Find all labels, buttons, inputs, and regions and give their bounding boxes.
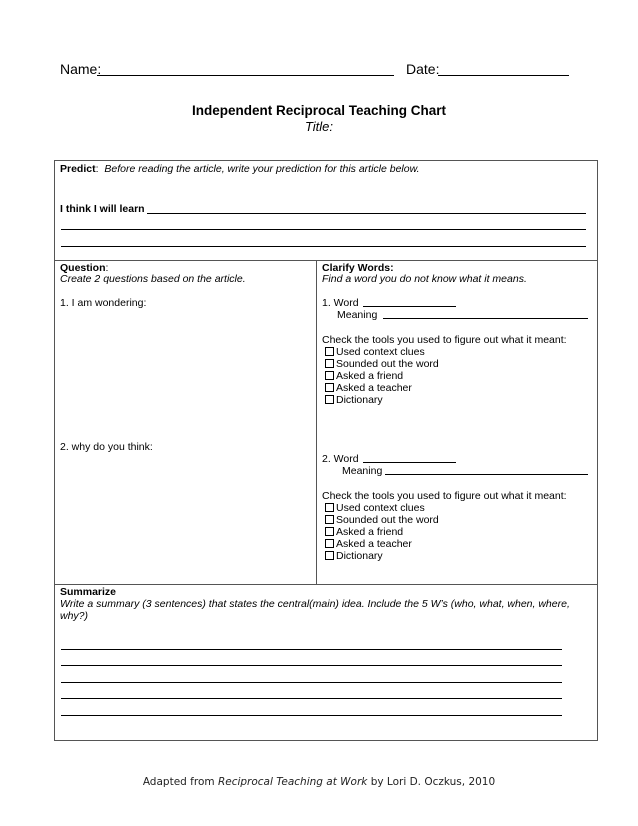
- checkbox-icon[interactable]: [325, 515, 334, 524]
- checkbox-option[interactable]: [325, 370, 403, 382]
- checkbox-option[interactable]: [325, 538, 412, 550]
- question-2-prompt: 2. why do you think:: [60, 441, 153, 453]
- checkbox-icon[interactable]: [325, 395, 334, 404]
- summary-line-5[interactable]: [61, 715, 562, 716]
- date-label: Date:: [406, 61, 440, 77]
- question-1-prompt: 1. I am wondering:: [60, 297, 147, 309]
- checkbox-icon[interactable]: [325, 371, 334, 380]
- clarify-tools-2-prompt: Check the tools you used to figure out what it meant:: [322, 490, 567, 502]
- checkbox-option[interactable]: [325, 382, 412, 394]
- checkbox-option[interactable]: [325, 550, 383, 562]
- clarify-meaning-2-line[interactable]: [385, 474, 588, 475]
- predict-instructions: [60, 163, 420, 175]
- page-title: Independent Reciprocal Teaching Chart: [191, 103, 447, 118]
- predict-answer-line-3[interactable]: [61, 246, 586, 247]
- predict-answer-line-1[interactable]: [147, 213, 586, 214]
- summary-line-4[interactable]: [61, 698, 562, 699]
- checkbox-option[interactable]: [325, 346, 425, 358]
- option-label: Asked a teacher: [336, 538, 412, 550]
- option-label: Used context clues: [336, 346, 425, 358]
- clarify-tools-1-prompt: Check the tools you used to figure out what it meant:: [322, 334, 567, 346]
- checkbox-option[interactable]: [325, 358, 439, 370]
- checkbox-icon[interactable]: [325, 503, 334, 512]
- summary-line-1[interactable]: [61, 649, 562, 650]
- date-input-line[interactable]: [438, 75, 569, 76]
- clarify-word-2-label: 2. Word: [322, 453, 359, 465]
- clarify-meaning-2-label: Meaning: [342, 465, 383, 477]
- option-label: Sounded out the word: [336, 358, 439, 370]
- option-label: Dictionary: [336, 394, 383, 406]
- footer-prefix: Adapted from: [142, 776, 218, 788]
- footer-book-title: Reciprocal Teaching at Work: [217, 776, 368, 788]
- clarify-meaning-1-line[interactable]: [383, 318, 588, 319]
- checkbox-icon[interactable]: [325, 539, 334, 548]
- summarize-instruction-line-2: why?): [60, 610, 89, 622]
- checkbox-icon[interactable]: [325, 551, 334, 560]
- checkbox-icon[interactable]: [325, 347, 334, 356]
- checkbox-option[interactable]: [325, 526, 403, 538]
- attribution-footer: [0, 776, 638, 788]
- option-label: Sounded out the word: [336, 514, 439, 526]
- option-label: Asked a teacher: [336, 382, 412, 394]
- checkbox-option[interactable]: [325, 502, 425, 514]
- name-label: Name:: [60, 61, 102, 77]
- summarize-label: Summarize: [60, 586, 117, 598]
- checkbox-icon[interactable]: [325, 527, 334, 536]
- predict-label: Predict: [60, 163, 96, 175]
- name-input-line[interactable]: [97, 75, 394, 76]
- question-colon: :: [105, 262, 109, 274]
- clarify-label: Clarify Words:: [322, 262, 394, 274]
- predict-prompt: I think I will learn: [60, 203, 145, 215]
- article-title-label: Title:: [304, 119, 334, 134]
- predict-instruction: Before reading the article, write your prediction for this article below.: [104, 163, 420, 175]
- predict-colon: :: [95, 163, 99, 175]
- summary-line-2[interactable]: [61, 665, 562, 666]
- checkbox-option[interactable]: [325, 514, 439, 526]
- clarify-instruction: Find a word you do not know what it means.: [322, 273, 527, 285]
- checkbox-icon[interactable]: [325, 359, 334, 368]
- clarify-meaning-1-label: Meaning: [337, 309, 378, 321]
- column-divider: [316, 260, 317, 585]
- option-label: Asked a friend: [336, 526, 404, 538]
- option-label: Dictionary: [336, 550, 383, 562]
- option-label: Used context clues: [336, 502, 425, 514]
- summarize-instruction-line-1: Write a summary (3 sentences) that states the central(main) idea. Include the 5 W’s (who, what, when, where,: [60, 598, 570, 610]
- question-instruction: Create 2 questions based on the article.: [60, 273, 246, 285]
- predict-answer-line-2[interactable]: [61, 229, 586, 230]
- clarify-word-2-line[interactable]: [363, 462, 456, 463]
- clarify-word-1-line[interactable]: [363, 306, 456, 307]
- question-label: Question: [60, 262, 106, 274]
- checkbox-icon[interactable]: [325, 383, 334, 392]
- footer-suffix: by Lori D. Oczkus, 2010: [367, 776, 496, 788]
- option-label: Asked a friend: [336, 370, 404, 382]
- summary-line-3[interactable]: [61, 682, 562, 683]
- clarify-word-1-label: 1. Word: [322, 297, 359, 309]
- checkbox-option[interactable]: [325, 394, 383, 406]
